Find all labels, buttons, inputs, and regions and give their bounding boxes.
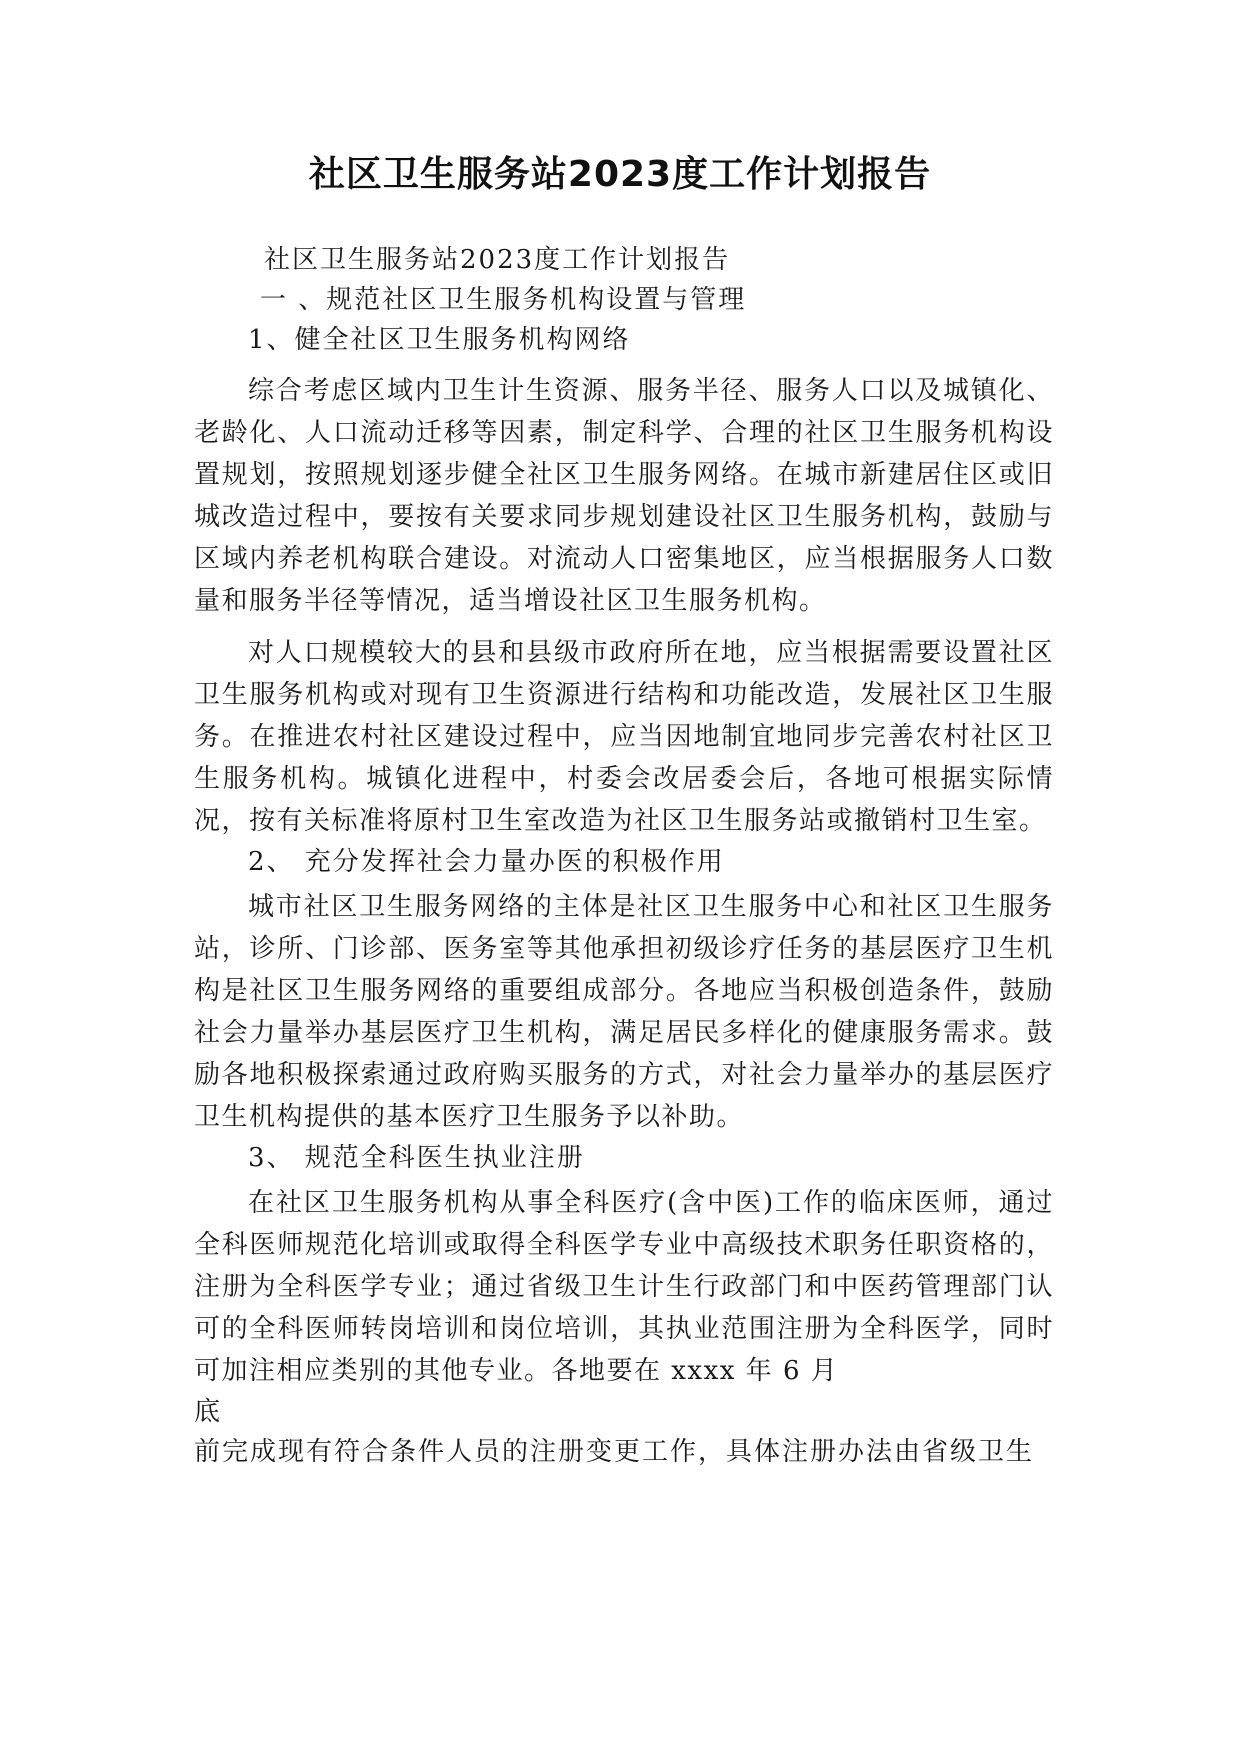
item-heading-1: 1、健全社区卫生服务机构网络 (248, 325, 631, 355)
paragraph-network: 综合考虑区域内卫生计生资源、服务半径、服务人口以及城镇化、老龄化、人口流动迁移等因素，制定科学、合理的社区卫生服务机构设置规划，按照规划逐步健全社区卫生服务网络。在城市新建居住区或旧城改造过程中，要按有关要求同步规划建设社区卫生服务机构，鼓励与区域内养老机构联合建设。对流动人口密集地区，应当根据服务人口数量和服务半径等情况，适当增设社区卫生服务机构。 (194, 376, 1054, 616)
item-heading-2: 2、 充分发挥社会力量办医的积极作用 (248, 847, 725, 877)
document-body (194, 240, 1054, 1472)
paragraph-registration: 在社区卫生服务机构从事全科医疗(含中医)工作的临床医师，通过全科医师规范化培训或取得全科医学专业中高级技术职务任职资格的，注册为全科医学专业；通过省级卫生计生行政部门和中医药管理部门认可的全科医师转岗培训和岗位培训，其执业范围注册为全科医学，同时可加注相应类别的其他专业。各地要在 xxxx 年 6 月 (194, 1188, 1054, 1386)
document-title: 社区卫生服务站2023度工作计划报告 (308, 154, 932, 195)
paragraph-registration-continued: 前完成现有符合条件人员的注册变更工作，具体注册办法由省级卫生 (194, 1437, 1035, 1467)
paragraph-registration-tail: 底 (194, 1397, 223, 1427)
paragraph-county: 对人口规模较大的县和县级市政府所在地，应当根据需要设置社区卫生服务机构或对现有卫生资源进行结构和功能改造，发展社区卫生服务。在推进农村社区建设过程中，应当因地制宜地同步完善农村社区卫生服务机构。城镇化进程中，村委会改居委会后，各地可根据实际情况，按有关标准将原村卫生室改造为社区卫生服务站或撤销村卫生室。 (194, 638, 1054, 836)
document-subtitle: 社区卫生服务站2023度工作计划报告 (264, 245, 731, 275)
paragraph-social-forces: 城市社区卫生服务网络的主体是社区卫生服务中心和社区卫生服务站，诊所、门诊部、医务室等其他承担初级诊疗任务的基层医疗卫生机构是社区卫生服务网络的重要组成部分。各地应当积极创造条件，鼓励社会力量举办基层医疗卫生机构，满足居民多样化的健康服务需求。鼓励各地积极探索通过政府购买服务的方式，对社会力量举办的基层医疗卫生机构提供的基本医疗卫生服务予以补助。 (194, 892, 1054, 1132)
item-heading-3: 3、 规范全科医生执业注册 (248, 1143, 585, 1173)
section-heading-1: 一 、规范社区卫生服务机构设置与管理 (260, 285, 747, 315)
